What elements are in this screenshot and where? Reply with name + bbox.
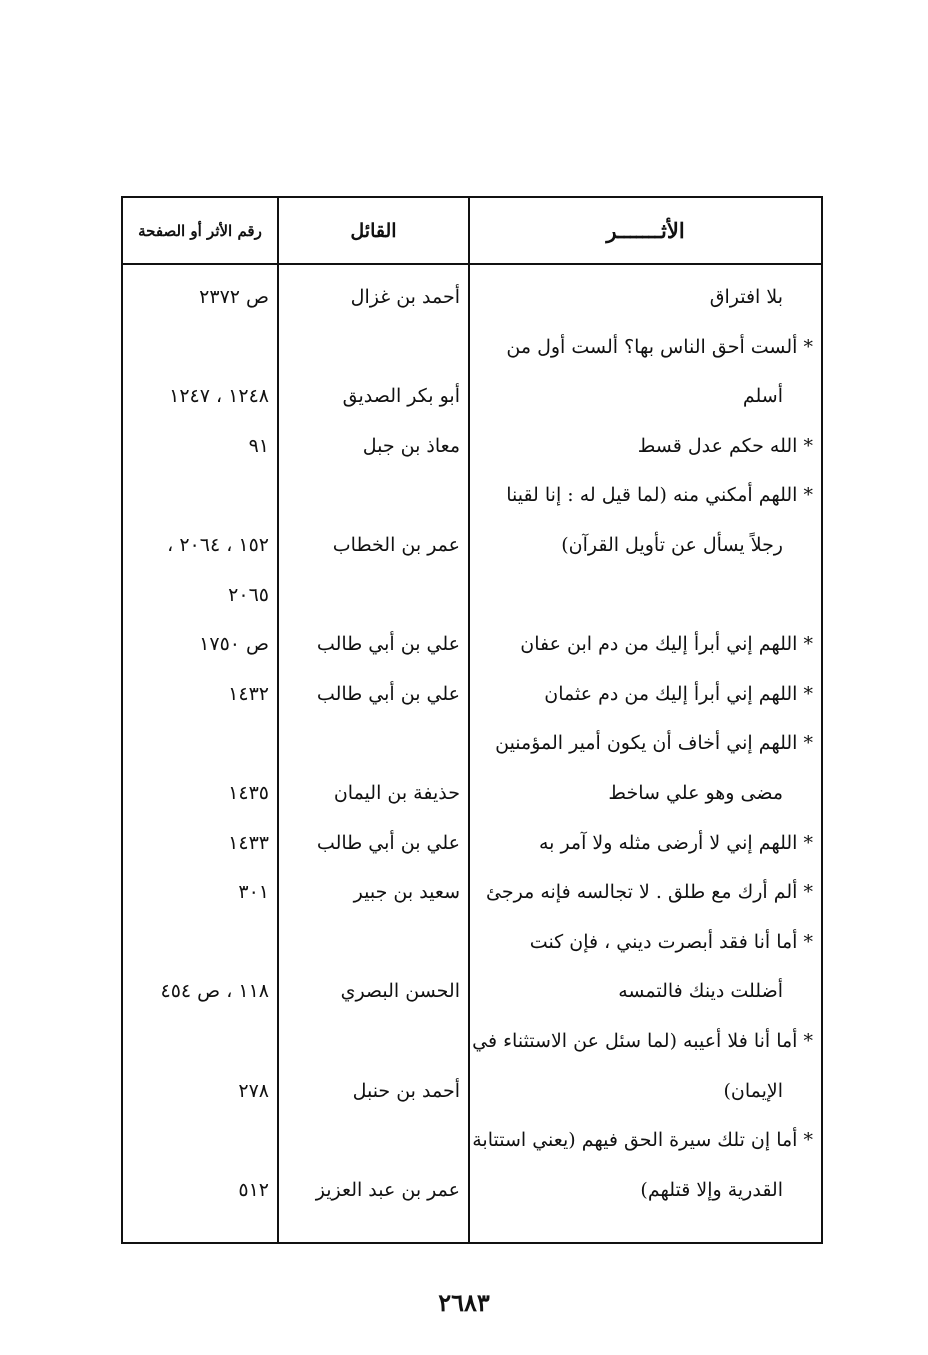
reference-number: [123, 322, 269, 372]
athar-text: * أما أنا فقد أبصرت ديني ، فإن كنت: [529, 930, 813, 953]
reference-number: ص ١٧٥٠: [199, 633, 269, 656]
speaker-name: [279, 570, 460, 620]
reference-number: ص ٢٣٧٢: [199, 286, 269, 308]
athar-text: * ألست أحق الناس بها؟ ألست أول من: [506, 335, 813, 358]
reference-number: [123, 718, 269, 768]
athar-text: رجلاً يسأل عن تأويل القرآن): [561, 534, 783, 556]
table-row: [123, 371, 821, 421]
speaker-name: أحمد بن حنبل: [352, 1079, 460, 1102]
speaker-name: [279, 718, 460, 768]
athar-text: * اللهم إني أخاف أن يكون أمير المؤمنين: [495, 732, 813, 755]
table-row: [123, 669, 821, 719]
header-athar: الأثـــــــر: [606, 218, 685, 243]
speaker-name: عمر بن عبد العزيز: [315, 1178, 460, 1201]
reference-number: [123, 1115, 269, 1165]
table-row: [123, 818, 821, 868]
speaker-name: [279, 322, 460, 372]
athar-text: الإيمان): [723, 1079, 783, 1102]
header-divider: [123, 263, 821, 265]
athar-text: * ألم أرك مع طلق . لا تجالسه فإنه مرجئ: [486, 881, 813, 904]
reference-number: ١٤٣٥: [228, 782, 269, 804]
page-number: ٢٦٨٣: [438, 1288, 490, 1317]
speaker-name: أحمد بن غزال: [350, 286, 460, 308]
table-row: [123, 421, 821, 471]
table-row: [123, 470, 821, 520]
athar-text: مضى وهو علي ساخط: [608, 782, 783, 804]
reference-number: [123, 470, 269, 520]
athar-text: [470, 570, 813, 620]
reference-number: ٣٠١: [238, 881, 269, 904]
reference-number: ٥١٢: [238, 1178, 269, 1201]
header-ref: رقم الأثر أو الصفحة: [138, 221, 262, 240]
speaker-name: [279, 1115, 460, 1165]
reference-number: ١٤٣٢: [228, 682, 269, 705]
speaker-name: علي بن أبي طالب: [316, 682, 460, 705]
reference-number: ٩١: [248, 434, 269, 457]
athar-text: بلا افتراق: [709, 286, 783, 308]
table-row: [123, 619, 821, 669]
athar-text: القدرية وإلا قتلهم): [640, 1178, 783, 1201]
speaker-name: أبو بكر الصديق: [342, 385, 460, 408]
reference-number: [123, 917, 269, 967]
table-row: [123, 768, 821, 818]
athar-text: * أما أنا فلا أعيبه (لما سئل عن الاستثناء في: [472, 1030, 813, 1052]
reference-number: ٢٧٨: [238, 1079, 269, 1102]
table-row: [123, 718, 821, 768]
table-row: [123, 966, 821, 1016]
athar-text: * اللهم إني أبرأ إليك من دم ابن عفان: [520, 633, 813, 656]
reference-number: ١٢٤٨ ، ١٢٤٧: [169, 385, 269, 408]
athar-text: أضللت دينك فالتمسه: [618, 980, 783, 1003]
table-row: [123, 322, 821, 372]
speaker-name: عمر بن الخطاب: [332, 534, 460, 556]
table-row: [123, 1115, 821, 1165]
table-row: [123, 1016, 821, 1066]
speaker-name: سعيد بن جبير: [353, 881, 460, 904]
index-table: [121, 196, 823, 1244]
table-row: [123, 1165, 821, 1215]
athar-text: * أما إن تلك سيرة الحق فيهم (يعني استتابة: [472, 1129, 813, 1152]
speaker-name: الحسن البصري: [340, 980, 460, 1003]
reference-number: ٢٠٦٥: [228, 583, 269, 606]
speaker-name: [279, 470, 460, 520]
speaker-name: علي بن أبي طالب: [316, 633, 460, 656]
athar-text: * الله حكم عدل قسط: [637, 434, 813, 457]
speaker-name: علي بن أبي طالب: [316, 831, 460, 854]
speaker-name: معاذ بن جبل: [362, 434, 460, 457]
table-row: [123, 1066, 821, 1116]
table-row: [123, 272, 821, 322]
speaker-name: [279, 917, 460, 967]
athar-text: * اللهم إني لا أرضى مثله ولا آمر به: [538, 831, 813, 854]
table-row: [123, 867, 821, 917]
table-row: [123, 917, 821, 967]
speaker-name: حذيفة بن اليمان: [333, 782, 460, 804]
speaker-name: [279, 1016, 460, 1066]
reference-number: ١١٨ ، ص ٤٥٤: [160, 980, 269, 1003]
table-row: [123, 520, 821, 570]
reference-number: ١٥٢ ، ٢٠٦٤ ،: [167, 534, 269, 556]
athar-text: * اللهم إني أبرأ إليك من دم عثمان: [544, 682, 813, 705]
athar-text: * اللهم أمكني منه (لما قيل له : إنا لقينا: [506, 484, 813, 507]
header-speaker: القائل: [350, 219, 397, 242]
athar-text: أسلم: [742, 385, 783, 408]
table-row: [123, 570, 821, 620]
reference-number: ١٤٣٣: [228, 831, 269, 854]
reference-number: [123, 1016, 269, 1066]
